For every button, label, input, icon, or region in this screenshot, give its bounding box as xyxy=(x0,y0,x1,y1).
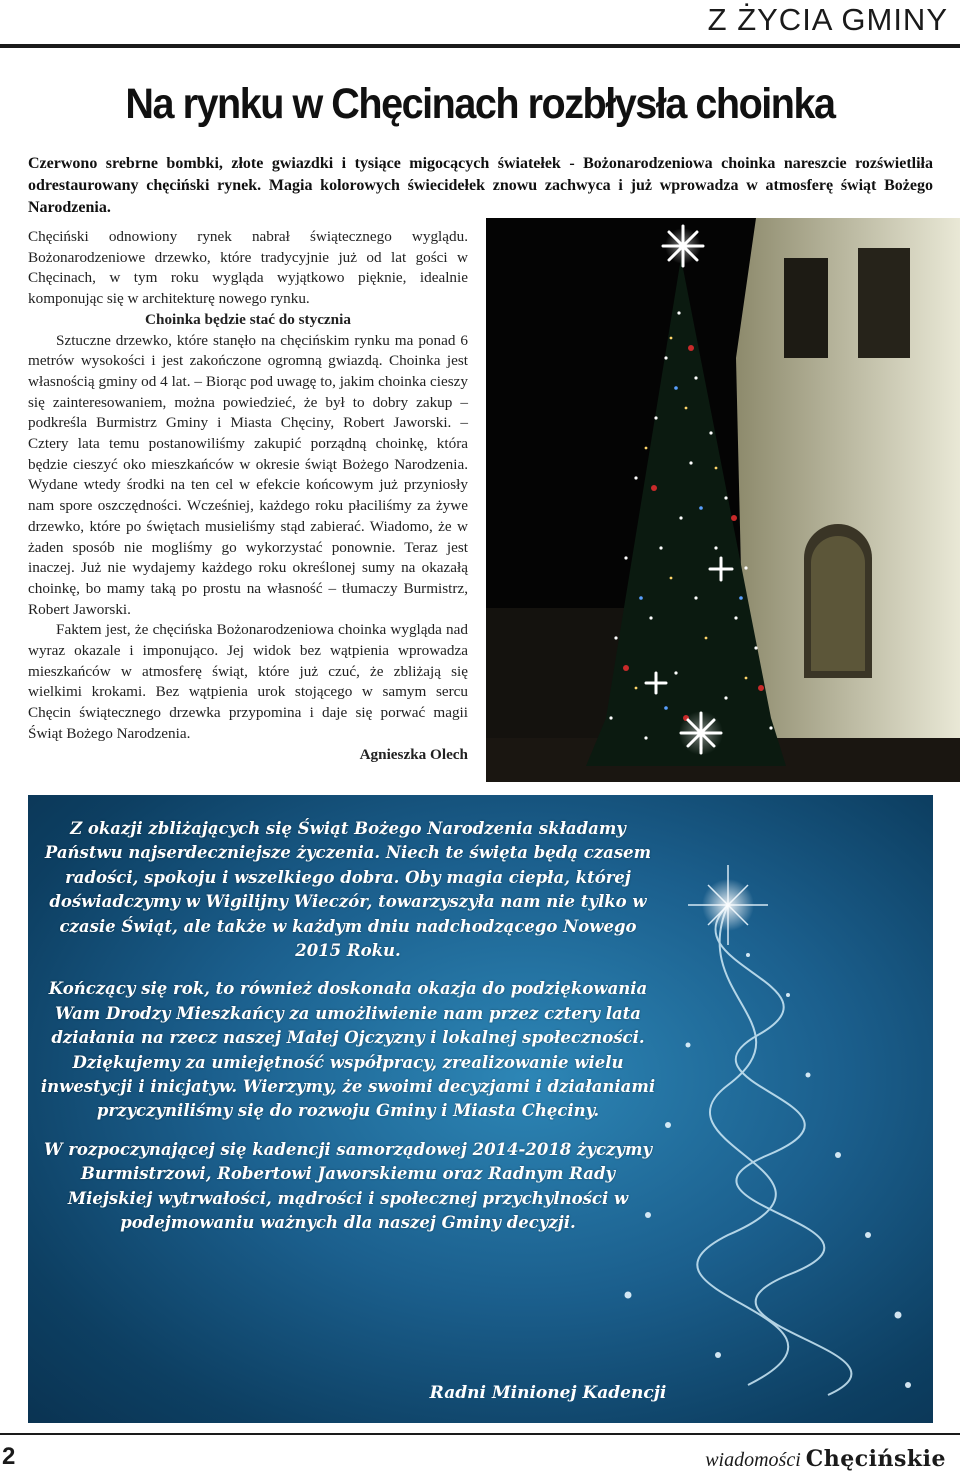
greeting-paragraph: Z okazji zbliżających się Świąt Bożego Narodzenia składamy Państwu najserdeczniejsze życzenia. Niech te święta będą czasem radości, spokoju i wszelkiego dobra. Oby magia ciepła, której doświadczymy w Wigilijny Wieczór, towarzyszyła nam nie tylko w czasie Świąt, ale także w każdym dniu nadchodzącego Nowego 2015 Roku. xyxy=(44,819,652,961)
greeting-signature: Radni Minionej Kadencji xyxy=(429,1383,667,1403)
publication-name xyxy=(705,1446,946,1472)
section-title: Z ŻYCIA GMINY xyxy=(707,2,948,37)
article-lead: Czerwono srebrne bombki, złote gwiazdki i tysiące migocących światełek - Bożonarodzeniowa choinka nareszcie rozświetliła odrestaurowany chęciński rynek. Magia kolorowych świecidełek znowu zachwyca i już wprowadza w atmosferę świąt Bożego Narodzenia. xyxy=(28,155,933,216)
christmas-greeting-card xyxy=(28,795,933,1423)
greeting-text xyxy=(38,817,658,1250)
page-number: 2 xyxy=(2,1443,16,1470)
greeting-paragraph: Kończący się rok, to również doskonała okazja do podziękowania Wam Drodzy Mieszkańcy za umożliwienie nam przez cztery lata działania na rzecz naszej Małej Ojczyzny i lokalnej społeczności. Dziękujemy za umiejętność współpracy, zrealizowanie wielu inwestycji i inicjatyw. Wierzymy, że swoimi decyzjami i działaniami przyczyniliśmy się do rozwoju Gminy i Miasta Chęciny. xyxy=(40,979,656,1121)
christmas-tree-photo xyxy=(486,218,960,782)
bottom-rule xyxy=(0,1433,960,1435)
article-headline: Na rynku w Chęcinach rozbłysła choinka xyxy=(125,80,835,128)
article-author: Agnieszka Olech xyxy=(359,745,468,763)
article-subheading: Choinka będzie stać do stycznia xyxy=(145,310,351,328)
publication-name-part: Chęcińskie xyxy=(805,1446,946,1472)
article-paragraph: Faktem jest, że chęcińska Bożonarodzeniowa choinka wygląda nad wyraz okazale i imponująco. Jej widok bez wątpienia wprowadza mieszkańców w atmosferę świąt, które już czuć, że zbliżają się wielkimi krokami. Bez wątpienia urok stojącego w samym sercu Chęcin świątecznego drzewka przypomina i daje się porwać magii Świąt Bożego Narodzenia. xyxy=(28,621,468,742)
greeting-paragraph: W rozpoczynającej się kadencji samorządowej 2014-2018 życzymy Burmistrzowi, Robertowi Jaworskiemu oraz Radnym Rady Miejskiej wytrwałości, mądrości i społecznej przychylności w podejmowaniu ważnych dla naszej Gminy decyzji. xyxy=(43,1139,653,1233)
article-paragraph: Chęciński odnowiony rynek nabrał świątecznego wyglądu. Bożonarodzeniowe drzewko, które tradycyjnie już od lat gości w Chęcinach, w tym roku wygląda wyjątkowo pięknie, idealnie komponując się w architekturę nowego rynku. xyxy=(28,228,468,308)
article-paragraph: Sztuczne drzewko, które stanęło na chęcińskim rynku ma ponad 6 metrów wysokości i jest zakończone ogromną gwiazdą. Choinka jest własnością gminy od 4 lat. – Biorąc pod uwagę to, jakim choinka cieszy się zainteresowaniem, można powiedzieć, że był to dobry zakup – podkreśla Burmistrz Gminy i Miasta Chęciny, Robert Jaworski. – Cztery lata temu postanowiliśmy zakupić porządną choinkę, która będzie cieszyć oko mieszkańców w okresie świąt Bożego Narodzenia. Wydane wtedy środki na ten cel w efekcie końcowym już przyniosły nam spore oszczędności. Wcześniej, każdego roku płaciliśmy za żywe drzewko, które po świętach musieliśmy stąd zabierać. Wiadomo, że w żaden sposób nie mogliśmy go wykorzystać ponownie. Teraz jest inaczej. Już nie wydajemy każdego roku określonej sumy na okazałą choinkę, bo mamy taką po prostu na własność – tłumaczy Burmistrz, Robert Jaworski. xyxy=(28,331,468,618)
publication-name-part: wiadomości xyxy=(705,1449,801,1471)
top-rule xyxy=(0,44,960,48)
article-body xyxy=(28,227,468,765)
